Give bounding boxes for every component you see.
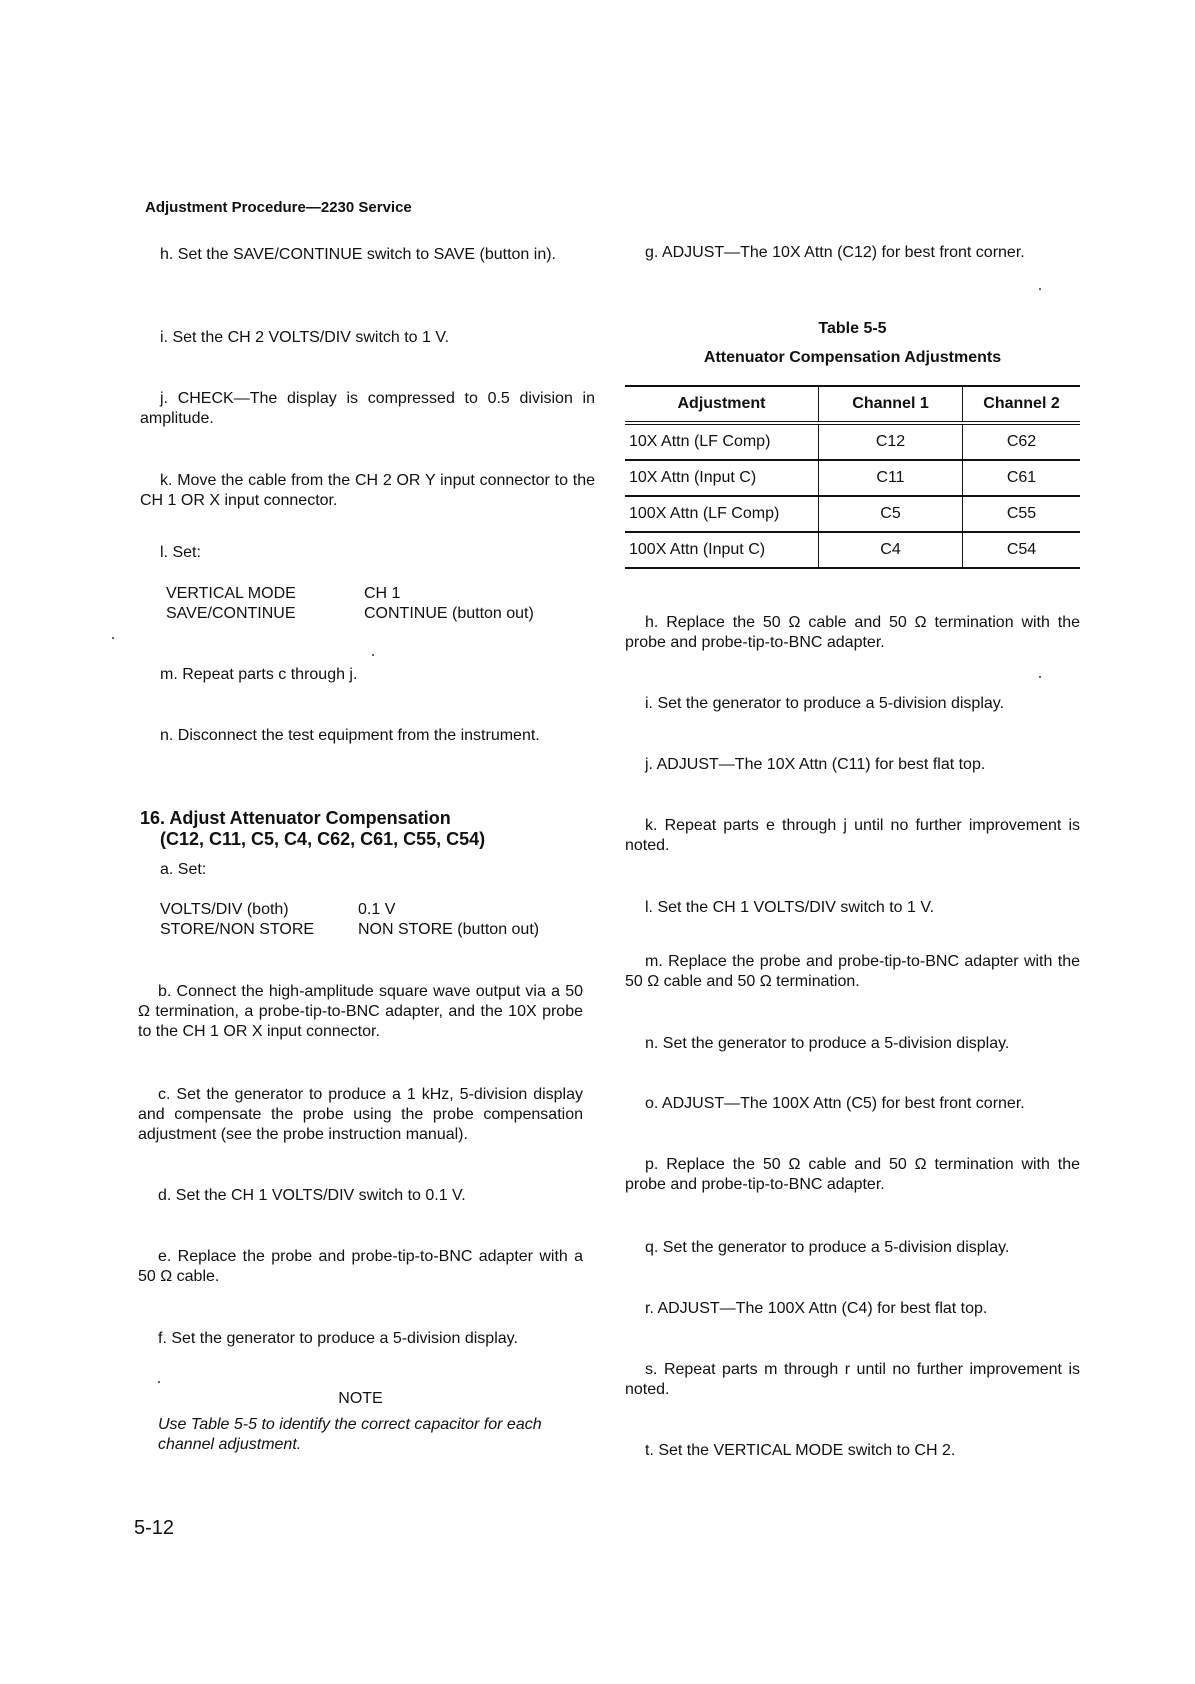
setting-value: CH 1 [364,585,401,602]
table-cell: C54 [963,532,1081,568]
setting-value: NON STORE (button out) [358,921,540,938]
step-h-right: h. Replace the 50 Ω cable and 50 Ω termination with the probe and probe-tip-to-BNC adapter. [625,614,1080,651]
table-cell: C12 [819,423,963,460]
step-r-right: r. ADJUST—The 100X Attn (C4) for best flat top. [645,1300,988,1317]
scan-speck [158,1381,160,1383]
scan-speck [1039,676,1041,678]
attenuator-table [625,385,1080,569]
table-header: Channel 1 [819,386,963,423]
setting-name: VOLTS/DIV (both) [160,901,289,918]
section-subtitle: (C12, C11, C5, C4, C62, C61, C55, C54) [160,829,486,849]
note-title: NOTE [338,1390,383,1407]
step-k-right: k. Repeat parts e through j until no further improvement is noted. [625,817,1080,854]
table-cell: 100X Attn (Input C) [625,532,819,568]
table-cell: C61 [963,460,1081,496]
step-g: g. ADJUST—The 10X Attn (C12) for best front corner. [645,244,1025,261]
step-j-right: j. ADJUST—The 10X Attn (C11) for best flat top. [645,756,986,773]
table-cell: 100X Attn (LF Comp) [625,496,819,532]
step-l: l. Set: [160,544,201,561]
table-cell: C55 [963,496,1081,532]
table-row [625,460,1080,496]
table-title: Attenuator Compensation Adjustments [703,349,1002,366]
step-i: i. Set the CH 2 VOLTS/DIV switch to 1 V. [160,329,450,346]
step-e: e. Replace the probe and probe-tip-to-BNC adapter with a 50 Ω cable. [138,1248,583,1285]
step-n: n. Disconnect the test equipment from the instrument. [160,727,540,744]
step-m-right: m. Replace the probe and probe-tip-to-BNC adapter with the 50 Ω cable and 50 Ω termination. [625,953,1080,990]
step-q-right: q. Set the generator to produce a 5-division display. [645,1239,1010,1256]
setting-name: STORE/NON STORE [160,921,315,938]
setting-value: CONTINUE (button out) [364,605,534,622]
scan-speck [1039,288,1041,290]
step-s-right: s. Repeat parts m through r until no further improvement is noted. [625,1361,1080,1398]
table-cell: C5 [819,496,963,532]
step-l-right: l. Set the CH 1 VOLTS/DIV switch to 1 V. [645,899,935,916]
scan-speck [112,637,114,639]
table-cell: C62 [963,423,1081,460]
setting-value: 0.1 V [358,901,396,918]
table-header-row [625,386,1080,423]
scan-speck [372,654,374,656]
step-j: j. CHECK—The display is compressed to 0.5 division in amplitude. [140,390,595,427]
table-cell: C4 [819,532,963,568]
step-d: d. Set the CH 1 VOLTS/DIV switch to 0.1 V. [158,1187,466,1204]
table-header: Channel 2 [963,386,1081,423]
table-row [625,423,1080,460]
step-a: a. Set: [160,861,207,878]
step-t-right: t. Set the VERTICAL MODE switch to CH 2. [645,1442,956,1459]
table-header: Adjustment [625,386,819,423]
table-cell: 10X Attn (Input C) [625,460,819,496]
setting-name: SAVE/CONTINUE [166,605,296,622]
table-cell: 10X Attn (LF Comp) [625,423,819,460]
step-n-right: n. Set the generator to produce a 5-division display. [645,1035,1010,1052]
setting-name: VERTICAL MODE [166,585,296,602]
section-title: 16. Adjust Attenuator Compensation [140,808,451,828]
table-cell: C11 [819,460,963,496]
step-k: k. Move the cable from the CH 2 OR Y input connector to the CH 1 OR X input connector. [140,472,595,509]
step-i-right: i. Set the generator to produce a 5-division display. [645,695,1005,712]
table-number: Table 5-5 [818,320,887,337]
table-row [625,496,1080,532]
step-m: m. Repeat parts c through j. [160,666,358,683]
step-b: b. Connect the high-amplitude square wave output via a 50 Ω termination, a probe-tip-to-BNC adapter, and the 10X probe to the CH 1 OR X input connector. [138,983,583,1040]
step-c: c. Set the generator to produce a 1 kHz, 5-division display and compensate the probe using the probe compensation adjustment (see the probe instruction manual). [138,1086,583,1143]
step-f: f. Set the generator to produce a 5-division display. [158,1330,518,1347]
page-header: Adjustment Procedure—2230 Service [145,199,412,216]
table-row [625,532,1080,568]
page-number: 5-12 [134,1517,175,1539]
note-text: Use Table 5-5 to identify the correct capacitor for each channel adjustment. [158,1416,542,1453]
step-o-right: o. ADJUST—The 100X Attn (C5) for best front corner. [645,1095,1025,1112]
step-h: h. Set the SAVE/CONTINUE switch to SAVE (button in). [160,246,556,263]
step-p-right: p. Replace the 50 Ω cable and 50 Ω termination with the probe and probe-tip-to-BNC adapter. [625,1156,1080,1193]
